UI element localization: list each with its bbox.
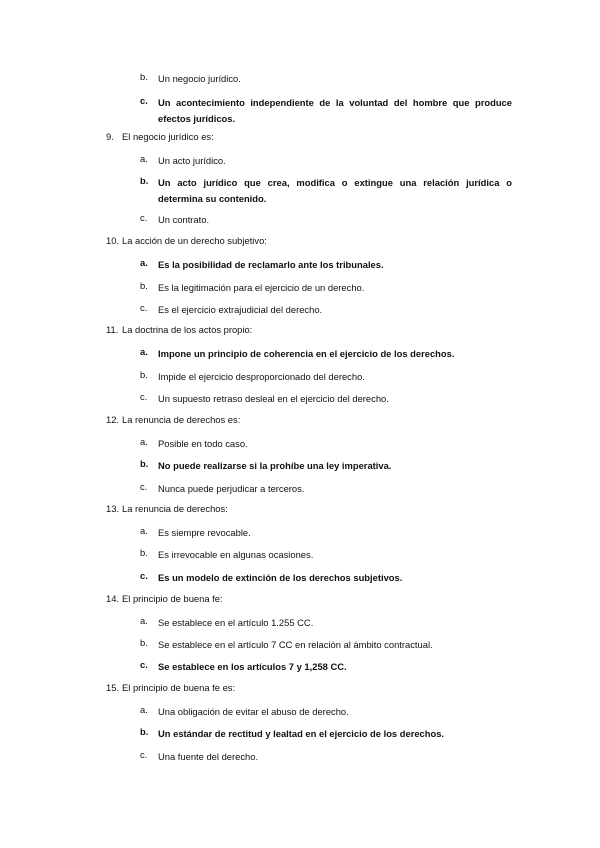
option-text: Es un modelo de extinción de los derechos subjetivos. — [158, 572, 403, 583]
option-text: Es la posibilidad de reclamarlo ante los tribunales. — [158, 259, 384, 270]
option-15a — [140, 704, 512, 720]
option-text: Posible en todo caso. — [158, 438, 248, 449]
question-14 — [106, 593, 223, 604]
option-text: Un negocio jurídico. — [158, 73, 241, 84]
option-text: Un acto jurídico que crea, modifica o extingue una relación jurídica o determina su contenido. — [158, 177, 512, 204]
question-13 — [106, 503, 228, 514]
option-text: Impone un principio de coherencia en el ejercicio de los derechos. — [158, 348, 455, 359]
option-14b — [140, 637, 512, 653]
option-13b — [140, 547, 512, 563]
option-15b — [140, 726, 512, 742]
question-prompt: La renuncia de derechos es: — [122, 414, 241, 425]
option-text: Un estándar de rectitud y lealtad en el ejercicio de los derechos. — [158, 728, 445, 739]
option-12b — [140, 458, 512, 474]
option-text: Es el ejercicio extrajudicial del derecho. — [158, 304, 323, 315]
option-text: Una obligación de evitar el abuso de derecho. — [158, 706, 349, 717]
question-12 — [106, 414, 240, 425]
option-9c — [140, 212, 512, 228]
option-letter: a. — [140, 525, 148, 536]
option-10a — [140, 257, 512, 273]
option-12a — [140, 436, 512, 452]
option-14c — [140, 659, 512, 675]
question-prompt: La acción de un derecho subjetivo: — [122, 235, 267, 246]
option-letter: a. — [140, 153, 148, 164]
option-text: Se establece en los artículos 7 y 1,258 CC. — [158, 661, 347, 672]
question-number: 15. — [106, 682, 120, 693]
option-letter: b. — [140, 369, 148, 380]
question-number: 14. — [106, 593, 120, 604]
option-12c — [140, 481, 512, 497]
question-10 — [106, 235, 267, 246]
question-number: 10. — [106, 235, 120, 246]
option-11a — [140, 346, 512, 362]
option-prev-b — [140, 71, 512, 87]
option-text: Se establece en el artículo 1.255 CC. — [158, 617, 314, 628]
question-prompt: El negocio jurídico es: — [122, 131, 214, 142]
option-13a — [140, 525, 512, 541]
option-letter: a. — [140, 346, 148, 357]
question-number: 13. — [106, 503, 120, 514]
option-10b — [140, 280, 512, 296]
question-prompt: La doctrina de los actos propio: — [122, 324, 253, 335]
option-letter: c. — [140, 749, 148, 760]
option-text: Un acto jurídico. — [158, 155, 226, 166]
option-letter: b. — [140, 547, 148, 558]
option-15c — [140, 749, 512, 765]
option-letter: c. — [140, 95, 148, 106]
option-letter: b. — [140, 726, 149, 737]
option-13c — [140, 570, 512, 586]
option-letter: a. — [140, 257, 148, 268]
option-11b — [140, 369, 512, 385]
option-text: Un contrato. — [158, 214, 210, 225]
option-14a — [140, 615, 512, 631]
option-text: Un supuesto retraso desleal en el ejercicio del derecho. — [158, 393, 389, 404]
question-number: 11. — [106, 324, 119, 335]
question-number: 12. — [106, 414, 120, 425]
option-text: Es la legitimación para el ejercicio de un derecho. — [158, 282, 365, 293]
option-text: Es irrevocable en algunas ocasiones. — [158, 549, 314, 560]
option-9b — [140, 175, 512, 207]
option-text: Se establece en el artículo 7 CC en relación al ámbito contractual. — [158, 639, 433, 650]
option-letter: b. — [140, 175, 149, 186]
option-letter: c. — [140, 391, 148, 402]
option-prev-c — [140, 95, 512, 127]
option-letter: c. — [140, 212, 148, 223]
option-letter: a. — [140, 615, 148, 626]
option-text: Un acontecimiento independiente de la voluntad del hombre que produce efectos jurídicos. — [158, 97, 512, 124]
option-text: Impide el ejercicio desproporcionado del derecho. — [158, 371, 365, 382]
option-letter: c. — [140, 302, 148, 313]
question-prompt: El principio de buena fe es: — [122, 682, 236, 693]
question-number: 9. — [106, 131, 114, 142]
option-letter: b. — [140, 458, 149, 469]
option-text: No puede realizarse si la prohíbe una ley imperativa. — [158, 460, 392, 471]
option-letter: b. — [140, 71, 148, 82]
option-text: Es siempre revocable. — [158, 527, 251, 538]
option-letter: c. — [140, 570, 148, 581]
option-letter: c. — [140, 659, 148, 670]
option-letter: a. — [140, 704, 148, 715]
question-11 — [106, 324, 252, 335]
option-text: Una fuente del derecho. — [158, 751, 259, 762]
option-letter: b. — [140, 280, 148, 291]
option-9a — [140, 153, 512, 169]
option-10c — [140, 302, 512, 318]
option-text: Nunca puede perjudicar a terceros. — [158, 483, 305, 494]
question-prompt: El principio de buena fe: — [122, 593, 223, 604]
question-15 — [106, 682, 235, 693]
option-letter: b. — [140, 637, 148, 648]
question-9 — [106, 131, 214, 142]
option-letter: c. — [140, 481, 148, 492]
option-11c — [140, 391, 512, 407]
option-letter: a. — [140, 436, 148, 447]
question-prompt: La renuncia de derechos: — [122, 503, 228, 514]
